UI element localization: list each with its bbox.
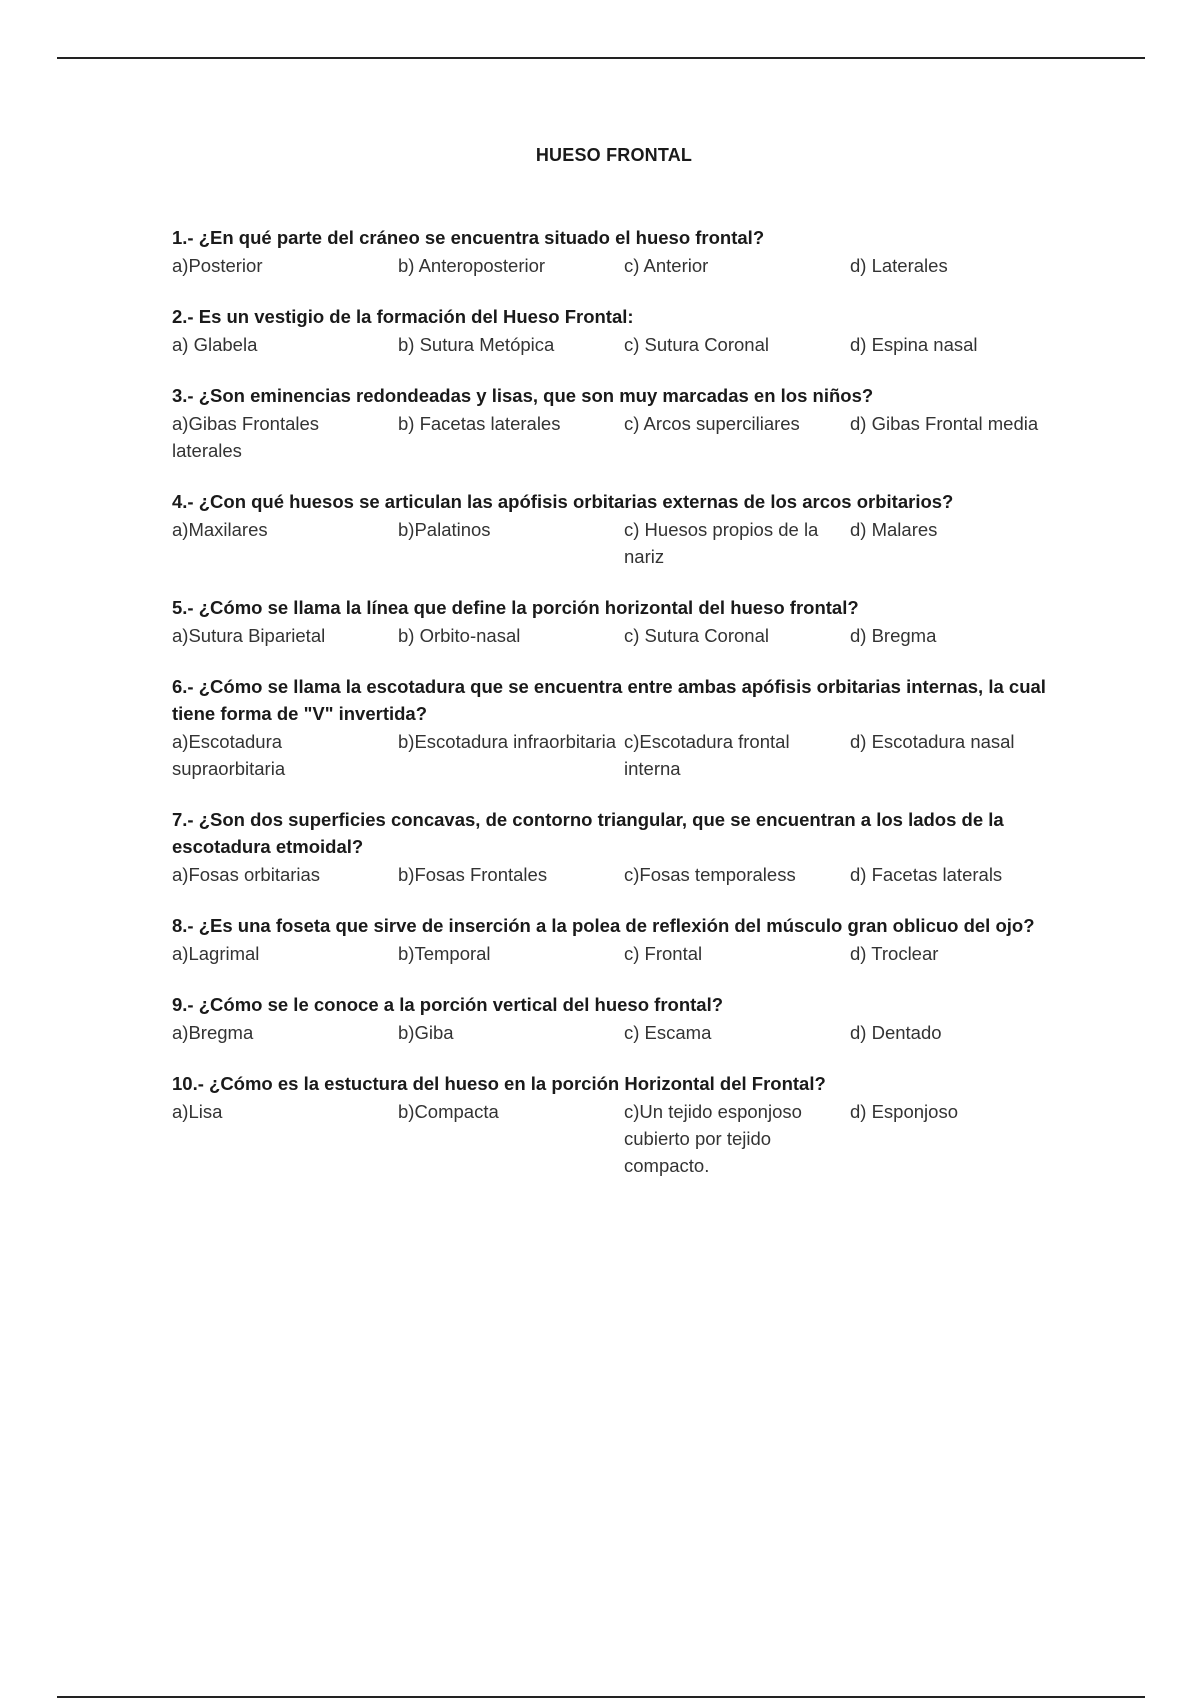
quiz-list <box>172 224 1072 1203</box>
option-b: b) Facetas laterales <box>398 413 561 434</box>
question-7 <box>172 806 1072 888</box>
question-6 <box>172 673 1072 782</box>
option-d: d) Espina nasal <box>850 334 978 355</box>
options-row <box>172 861 1072 888</box>
question-text: 1.- ¿En qué parte del cráneo se encuentra situado el hueso frontal? <box>172 227 765 248</box>
option-c: c) Anterior <box>624 255 709 276</box>
header-rule <box>57 57 1145 59</box>
option-c: c)Un tejido esponjoso cubierto por tejido compacto. <box>624 1101 802 1176</box>
option-d: d) Esponjoso <box>850 1101 958 1122</box>
options-row <box>172 940 1072 967</box>
question-text: 4.- ¿Con qué huesos se articulan las apófisis orbitarias externas de los arcos orbitarios? <box>172 491 954 512</box>
option-a: a)Gibas Frontales laterales <box>172 413 320 461</box>
question-text: 3.- ¿Son eminencias redondeadas y lisas, que son muy marcadas en los niños? <box>172 385 874 406</box>
option-d: d) Bregma <box>850 625 937 646</box>
option-a: a)Lagrimal <box>172 943 260 964</box>
option-d: d) Malares <box>850 519 938 540</box>
option-b: b)Temporal <box>398 943 491 964</box>
option-b: b)Giba <box>398 1022 454 1043</box>
options-row <box>172 728 1072 782</box>
question-text: 6.- ¿Cómo se llama la escotadura que se encuentra entre ambas apófisis orbitarias internas, la cual tiene forma de "V" invertida? <box>172 676 1046 724</box>
option-a: a)Posterior <box>172 255 263 276</box>
option-b: b) Sutura Metópica <box>398 334 555 355</box>
question-4 <box>172 488 1072 570</box>
option-c: c) Frontal <box>624 943 703 964</box>
option-b: b) Anteroposterior <box>398 255 546 276</box>
option-a: a)Fosas orbitarias <box>172 864 321 885</box>
option-a: a)Bregma <box>172 1022 254 1043</box>
option-c: c)Escotadura frontal interna <box>624 731 790 779</box>
question-text: 7.- ¿Son dos superficies concavas, de contorno triangular, que se encuentran a los lados de la escotadura etmoidal? <box>172 809 1004 857</box>
option-c: c) Escama <box>624 1022 712 1043</box>
document-title: HUESO FRONTAL <box>535 145 693 165</box>
question-8 <box>172 912 1072 967</box>
question-9 <box>172 991 1072 1046</box>
option-c: c) Huesos propios de la nariz <box>624 519 819 567</box>
options-row <box>172 516 1072 570</box>
option-d: d) Facetas laterals <box>850 864 1003 885</box>
question-text: 8.- ¿Es una foseta que sirve de inserción a la polea de reflexión del músculo gran oblicuo del ojo? <box>172 915 1035 936</box>
option-c: c) Sutura Coronal <box>624 625 769 646</box>
option-d: d) Escotadura nasal <box>850 731 1015 752</box>
options-row <box>172 252 1072 279</box>
question-text: 9.- ¿Cómo se le conoce a la porción vertical del hueso frontal? <box>172 994 724 1015</box>
question-text: 10.- ¿Cómo es la estuctura del hueso en la porción Horizontal del Frontal? <box>172 1073 826 1094</box>
option-d: d) Laterales <box>850 255 948 276</box>
options-row <box>172 331 1072 358</box>
options-row <box>172 1019 1072 1046</box>
option-c: c) Arcos superciliares <box>624 413 800 434</box>
options-row <box>172 410 1072 464</box>
option-b: b)Escotadura infraorbitaria <box>398 731 616 752</box>
option-c: c) Sutura Coronal <box>624 334 769 355</box>
option-c: c)Fosas temporaless <box>624 864 796 885</box>
question-text: 2.- Es un vestigio de la formación del Hueso Frontal: <box>172 306 634 327</box>
option-a: a)Maxilares <box>172 519 268 540</box>
options-row <box>172 622 1072 649</box>
question-10 <box>172 1070 1072 1179</box>
question-1 <box>172 224 1072 279</box>
option-b: b) Orbito-nasal <box>398 625 521 646</box>
option-b: b)Fosas Frontales <box>398 864 548 885</box>
question-5 <box>172 594 1072 649</box>
option-d: d) Gibas Frontal media <box>850 413 1039 434</box>
question-3 <box>172 382 1072 464</box>
option-b: b)Compacta <box>398 1101 499 1122</box>
option-a: a)Escotadura supraorbitaria <box>172 731 286 779</box>
question-2 <box>172 303 1072 358</box>
option-d: d) Dentado <box>850 1022 942 1043</box>
option-a: a)Lisa <box>172 1101 223 1122</box>
option-b: b)Palatinos <box>398 519 491 540</box>
question-text: 5.- ¿Cómo se llama la línea que define la porción horizontal del hueso frontal? <box>172 597 859 618</box>
option-a: a) Glabela <box>172 334 258 355</box>
option-a: a)Sutura Biparietal <box>172 625 326 646</box>
option-d: d) Troclear <box>850 943 939 964</box>
footer-rule <box>57 1696 1145 1698</box>
options-row <box>172 1098 1072 1179</box>
